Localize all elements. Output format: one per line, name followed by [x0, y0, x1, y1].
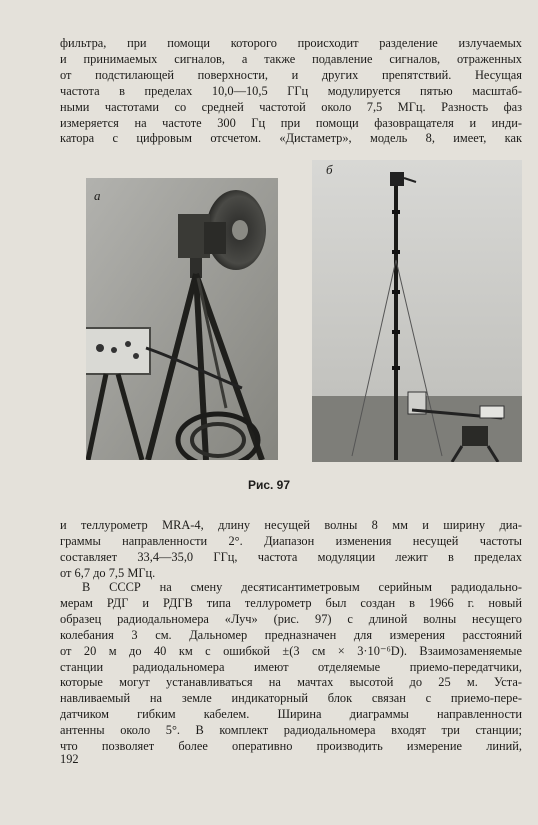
text-line: частота в пределах 10,0—10,5 ГГц модулируется пятью масштаб-	[60, 83, 522, 98]
photo-b-mast	[312, 160, 522, 462]
text-line: граммы направленности 2°. Диапазон изменения несущей частоты	[60, 533, 522, 548]
photo-a-tripod-antenna	[86, 178, 278, 460]
paragraph-1	[60, 36, 522, 147]
paragraph-3	[60, 580, 522, 755]
paragraph-2	[60, 518, 522, 582]
text-line: что позволяет более оперативно производить измерение линий,	[60, 739, 522, 754]
text-line: мерам РДГ и РДГВ типа теллурометр был создан в 1966 г. новый	[60, 595, 522, 610]
text-line: станции радиодальномера имеют отделяемые приемо-передатчики,	[60, 659, 522, 674]
text-line: В СССР на смену десятисантиметровым серийным радиодально-	[82, 580, 522, 594]
text-line: ными частотами со средней частотой около 7,5 МГц. Разность фаз	[60, 99, 522, 114]
text-line: катора с цифровым отсчетом. «Дистаметр», модель 8, имеет, как	[60, 131, 522, 146]
text-line: от 20 м до 40 км с ошибкой ±(3 см × 3·10⁻⁶D). Взаимозаменяемые	[60, 643, 522, 658]
text-line: и теллурометр MRA-4, длину несущей волны 8 мм и ширину диа-	[60, 518, 522, 532]
photo-b-label: б	[326, 162, 333, 177]
page-number: 192	[60, 752, 79, 766]
text-line: от 6,7 до 7,5 МГц.	[60, 565, 156, 580]
text-line: колебания 3 см. Дальномер предназначен для измерения расстояний	[60, 627, 522, 642]
text-line: от подстилающей поверхности, и других препятствий. Несущая	[60, 67, 522, 82]
text-line: антенны около 5°. В комплект радиодальномера входят три станции;	[60, 723, 522, 738]
text-line: датчиком гибким кабелем. Ширина диаграммы направленности	[60, 707, 522, 722]
text-line: которые могут устанавливаться на мачтах высотой до 25 м. Уста-	[60, 675, 522, 690]
figure-caption: Рис. 97	[247, 478, 291, 492]
text-line: навливаемый на земле индикаторный блок связан с приемо-пере-	[60, 691, 522, 706]
text-line: составляет 33,4—35,0 ГГц, частота модуляции лежит в пределах	[60, 549, 522, 564]
text-line: фильтра, при помощи которого происходит разделение излучаемых	[60, 36, 522, 50]
text-line: и принимаемых сигналов, а также подавление сигналов, отраженных	[60, 51, 522, 66]
text-line: образец радиодальномера «Луч» (рис. 97) с длиной волны несущего	[60, 611, 522, 626]
text-line: измеряется на частоте 300 Гц при помощи фазовращателя и инди-	[60, 115, 522, 130]
photo-a-label: а	[94, 188, 101, 203]
